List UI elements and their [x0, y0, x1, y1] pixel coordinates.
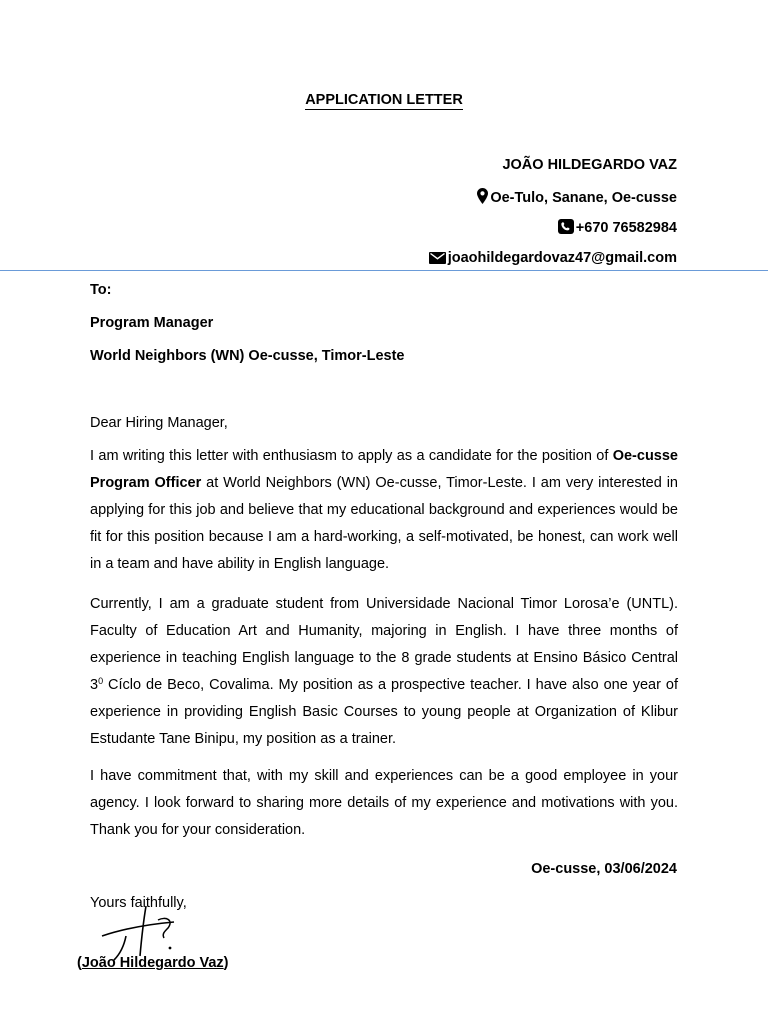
sender-name: JOÃO HILDEGARDO VAZ — [502, 157, 677, 173]
superscript: 0 — [98, 676, 104, 686]
sender-email[interactable]: joaohildegardovaz47@gmail.com — [447, 250, 677, 266]
mail-icon — [429, 252, 446, 268]
recipient-role: Program Manager — [90, 315, 214, 331]
sender-email-line — [429, 250, 677, 268]
signer-open-paren: ( — [77, 955, 82, 971]
location-pin-icon — [477, 188, 488, 208]
title-text: APPLICATION LETTER — [305, 92, 463, 108]
document-title — [0, 92, 768, 108]
phone-icon — [558, 219, 574, 238]
paragraph-intro-lead: I am writing this letter with enthusiasm to apply as a candidate for the position of — [90, 448, 613, 464]
signer-close-paren: ) — [223, 955, 229, 971]
signer-block — [77, 955, 229, 971]
sender-phone: +670 76582984 — [575, 220, 677, 236]
paragraph-intro — [90, 443, 678, 578]
recipient-label: To: — [90, 282, 112, 298]
sender-address-line — [477, 188, 677, 208]
letter-date: Oe-cusse, 03/06/2024 — [531, 861, 677, 877]
paragraph-intro-rest: at World Neighbors (WN) Oe-cusse, Timor-Leste. I am very interested in applying for this job and believe that my educational background and experiences would be fit for this position because I am a hard-working, a self-motivated, be honest, can work well in a team and have ability in English language. — [90, 475, 678, 572]
paragraph-background-b: Cíclo de Beco, Covalima. My position as a prospective teacher. I have also one year of experience in providing English Basic Courses to young people at Organization of Klibur Estudante Tane Binipu, my position as a trainer. — [90, 677, 678, 747]
applied-position: Oe-cusse Program Officer — [90, 448, 678, 491]
paragraph-background — [90, 591, 678, 753]
signer-name: João Hildegardo Vaz — [81, 955, 224, 971]
paragraph-closing: I have commitment that, with my skill and experiences can be a good employee in your agency. I look forward to sharing more details of my experience and motivations with you. Thank you for your consideration. — [90, 768, 678, 838]
paragraph-background-a: Currently, I am a graduate student from Universidade Nacional Timor Lorosa’e (UNTL). Faculty of Education Art and Humanity, majoring in English. I have three months of experience in teaching English language to the 8 grade students at Ensino Básico Central 3 — [90, 596, 678, 693]
greeting: Dear Hiring Manager, — [90, 415, 228, 431]
closing-phrase: Yours faithfully, — [90, 895, 187, 911]
sender-address: Oe-Tulo, Sanane, Oe-cusse — [490, 190, 677, 206]
recipient-organization: World Neighbors (WN) Oe-cusse, Timor-Leste — [90, 348, 405, 364]
header-divider — [0, 270, 768, 271]
sender-phone-line — [558, 219, 677, 238]
